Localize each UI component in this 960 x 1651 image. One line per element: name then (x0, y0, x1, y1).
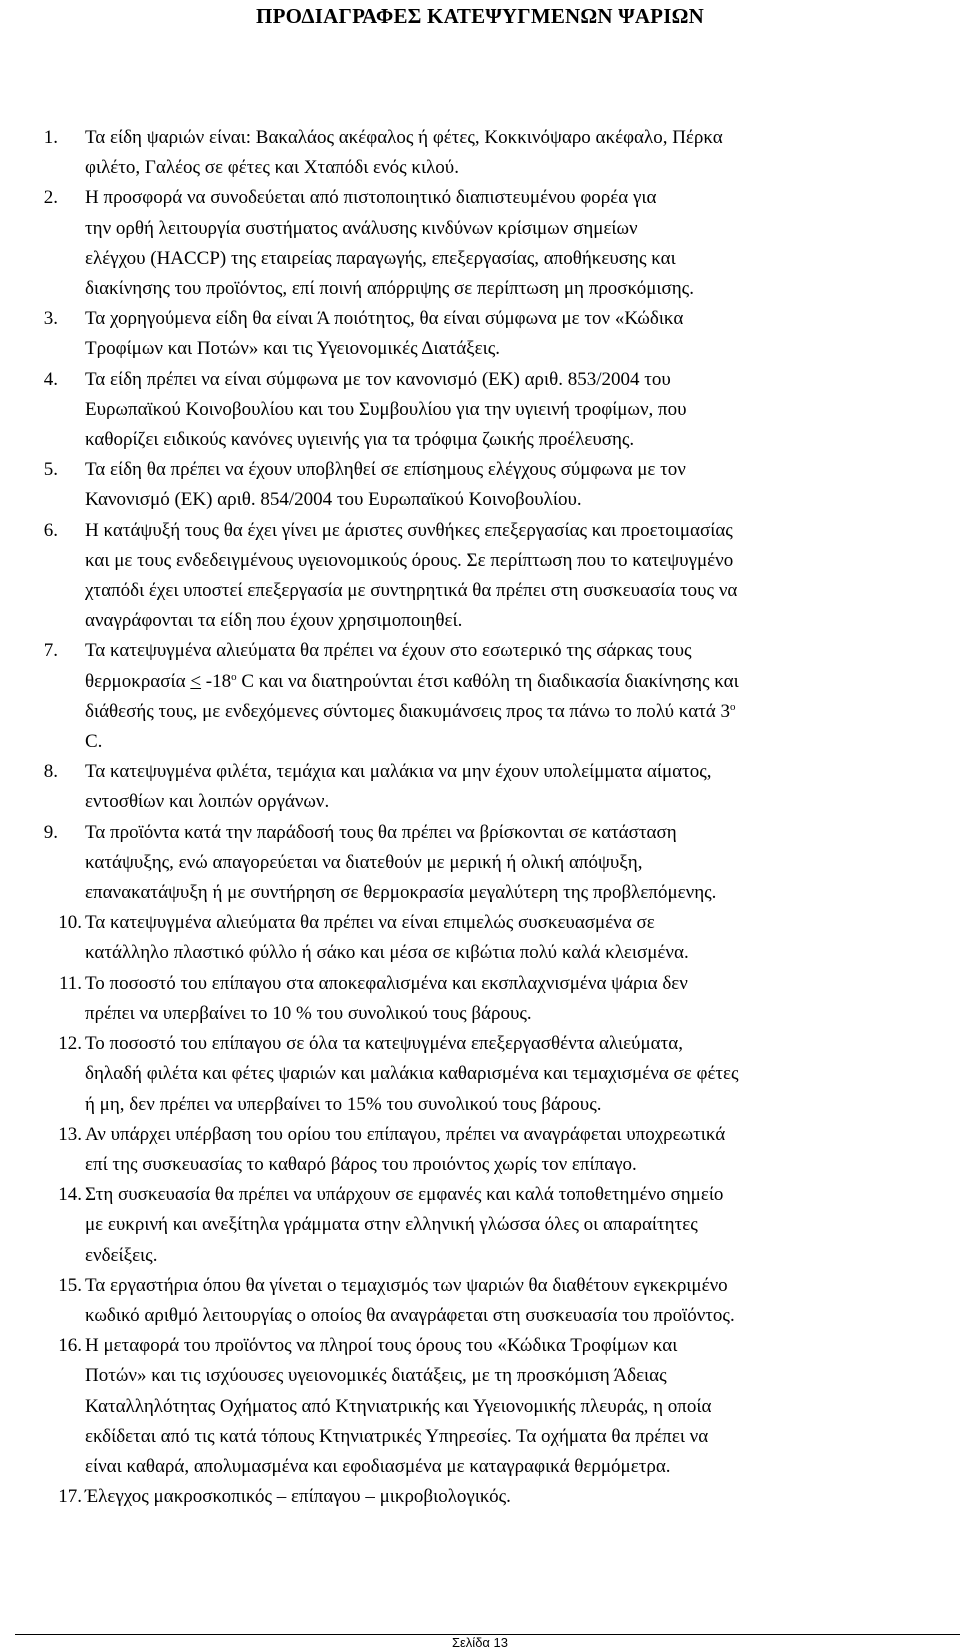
text-line: Κανονισμό (ΕΚ) αριθ. 854/2004 του Ευρωπαϊκού Κοινοβουλίου. (85, 489, 582, 511)
text-line: Η κατάψυξή τους θα έχει γίνει με άριστες συνθήκες επεξεργασίας και προετοιμασίας (85, 519, 733, 541)
text-line: C. (85, 731, 103, 753)
text-line: επί της συσκευασίας το καθαρό βάρος του προιόντος χωρίς τον επίπαγο. (85, 1153, 637, 1175)
list-item (30, 304, 960, 364)
text-line: χταπόδι έχει υποστεί επεξεργασία με συντηρητικά θα πρέπει στη συσκευασία τους να (85, 580, 738, 602)
text-line: Τα είδη ψαριών είναι: Βακαλάος ακέφαλος ή φέτες, Κοκκινόψαρο ακέφαλο, Πέρκα (85, 127, 723, 148)
item-text (85, 304, 960, 364)
item-number: 3. (43, 308, 58, 330)
item-text (85, 1029, 960, 1120)
text-line: φιλέτο, Γαλέος σε φέτες και Χταπόδι ενός κιλού. (85, 157, 459, 179)
list-item (30, 123, 960, 183)
item-text (85, 1120, 960, 1180)
item-text (85, 969, 960, 1029)
item-text (85, 455, 960, 515)
text-line: την ορθή λειτουργία συστήματος ανάλυσης κινδύνων κρίσιμων σημείων (85, 217, 638, 239)
item-text (85, 1331, 960, 1482)
text-line: Η μεταφορά του προϊόντος να πληροί τους όρους του «Κώδικα Τροφίμων και (85, 1335, 678, 1357)
item-text (85, 1180, 960, 1271)
list-item (30, 1482, 960, 1512)
text-line: Τα κατεψυγμένα φιλέτα, τεμάχια και μαλάκια να μην έχουν υπολείμματα αίματος, (85, 761, 712, 783)
item-number: 17. (58, 1486, 82, 1508)
list-item (30, 455, 960, 515)
item-number: 11. (58, 972, 82, 994)
text-line: επανακατάψυξη ή με συντήρηση σε θερμοκρασία μεγαλύτερη της προβλεπόμενης. (85, 882, 717, 904)
specifications-list (30, 123, 960, 1512)
list-item (30, 183, 960, 304)
text-line: διακίνησης του προϊόντος, επί ποινή απόρριψης σε περίπτωση μη προσκόμισης. (85, 278, 694, 300)
degree-superscript: ο (231, 670, 237, 683)
text-line (85, 667, 960, 697)
item-number: 4. (43, 368, 58, 390)
item-number: 12. (58, 1033, 82, 1055)
item-number: 2. (43, 187, 58, 209)
item-text (85, 183, 960, 304)
text-line: Έλεγχος μακροσκοπικός – επίπαγου – μικροβιολογικός. (85, 1486, 511, 1508)
text-line: πρέπει να υπερβαίνει το 10 % του συνολικού τους βάρους. (85, 1002, 532, 1024)
list-item (30, 757, 960, 817)
text-fragment: C και να διατηρούνται έτσι καθόλη τη διαδικασία διακίνησης και (236, 670, 739, 692)
text-line: Ευρωπαϊκού Κοινοβουλίου και του Συμβουλίου για την υγιεινή τροφίμων, που (85, 398, 687, 420)
list-item (30, 969, 960, 1029)
text-line: Αν υπάρχει υπέρβαση του ορίου του επίπαγου, πρέπει να αναγράφεται υποχρεωτικά (85, 1123, 726, 1145)
text-line: κατάψυξης, ενώ απαγορεύεται να διατεθούν με μερική ή ολική απόψυξη, (85, 851, 643, 873)
item-number: 16. (58, 1335, 82, 1357)
item-text (85, 818, 960, 909)
item-number: 1. (43, 127, 58, 148)
item-text (85, 365, 960, 456)
text-line: Το ποσοστό του επίπαγου στα αποκεφαλισμένα και εκσπλαχνισμένα ψάρια δεν (85, 972, 688, 994)
item-text (85, 123, 960, 183)
text-line: Το ποσοστό του επίπαγου σε όλα τα κατεψυγμένα επεξεργασθέντα αλιεύματα, (85, 1033, 683, 1055)
text-line: ή μη, δεν πρέπει να υπερβαίνει το 15% του συνολικού τους βάρους. (85, 1093, 602, 1115)
text-line: με ευκρινή και ανεξίτηλα γράμματα στην ελληνική γλώσσα όλες οι απαραίτητες (85, 1214, 698, 1236)
text-line: κατάλληλο πλαστικό φύλλο ή σάκο και μέσα σε κιβώτια πολύ καλά κλεισμένα. (85, 942, 689, 964)
text-line: Τα εργαστήρια όπου θα γίνεται ο τεμαχισμός των ψαριών θα διαθέτουν εγκεκριμένο (85, 1274, 728, 1296)
text-line (85, 697, 960, 727)
item-number: 14. (58, 1184, 82, 1206)
text-line: ενδείξεις. (85, 1244, 158, 1266)
item-text (85, 1271, 960, 1331)
text-line: Ποτών» και τις ισχύουσες υγειονομικές διατάξεις, με τη προσκόμιση Άδειας (85, 1365, 667, 1387)
list-item (30, 365, 960, 456)
text-fragment: θερμοκρασία (85, 670, 191, 692)
text-line: εκδίδεται από τις κατά τόπους Κτηνιατρικές Υπηρεσίες. Τα οχήματα θα πρέπει να (85, 1425, 709, 1447)
list-item (30, 1120, 960, 1180)
text-line: και με τους ενδεδειγμένους υγειονομικούς όρους. Σε περίπτωση που το κατεψυγμένο (85, 549, 734, 571)
text-line: Τροφίμων και Ποτών» και τις Υγειονομικές Διατάξεις. (85, 338, 501, 360)
item-number: 13. (58, 1123, 82, 1145)
item-text (85, 908, 960, 968)
item-number: 8. (43, 761, 58, 783)
text-fragment: -18 (201, 670, 232, 692)
text-line: καθορίζει ειδικούς κανόνες υγιεινής για τα τρόφιμα ζωικής προέλευσης. (85, 429, 635, 451)
list-item (30, 516, 960, 637)
item-text (85, 636, 960, 757)
text-line: είναι καθαρά, απολυμασμένα και εφοδιασμένα με καταγραφικά θερμόμετρα. (85, 1455, 671, 1477)
page-number: Σελίδα 13 (451, 1635, 509, 1650)
text-line: αναγράφονται τα είδη που έχουν χρησιμοποιηθεί. (85, 610, 463, 632)
text-line: Τα κατεψυγμένα αλιεύματα θα πρέπει να είναι επιμελώς συσκευασμένα σε (85, 912, 655, 934)
list-item (30, 818, 960, 909)
text-line: Η προσφορά να συνοδεύεται από πιστοποιητικό διαπιστευμένου φορέα για (85, 187, 657, 209)
text-line: Τα είδη θα πρέπει να έχουν υποβληθεί σε επίσημους ελέγχους σύμφωνα με τον (85, 459, 686, 481)
text-line: κωδικό αριθμό λειτουργίας ο οποίος θα αναγράφεται στη συσκευασία του προϊόντος. (85, 1304, 735, 1326)
list-item (30, 1029, 960, 1120)
text-line: Στη συσκευασία θα πρέπει να υπάρχουν σε εμφανές και καλά τοποθετημένο σημείο (85, 1184, 724, 1206)
item-number: 9. (43, 821, 58, 843)
less-than-or-equal-sign: < (190, 670, 202, 692)
text-line: Τα προϊόντα κατά την παράδοσή τους θα πρέπει να βρίσκονται σε κατάσταση (85, 821, 677, 843)
text-line: ελέγχου (HACCP) της εταιρείας παραγωγής, επεξεργασίας, αποθήκευσης και (85, 247, 676, 269)
list-item (30, 908, 960, 968)
list-item (30, 1271, 960, 1331)
item-number: 10. (58, 912, 82, 934)
text-line: εντοσθίων και λοιπών οργάνων. (85, 791, 330, 813)
text-line: Τα είδη πρέπει να είναι σύμφωνα με τον κανονισμό (ΕΚ) αριθ. 853/2004 του (85, 368, 671, 390)
text-line: δηλαδή φιλέτα και φέτες ψαριών και μαλάκια καθαρισμένα και τεμαχισμένα σε φέτες (85, 1063, 739, 1085)
list-item (30, 1180, 960, 1271)
text-line: Καταλληλότητας Οχήματος από Κτηνιατρικής και Υγειονομικής πλευράς, η οποία (85, 1395, 712, 1417)
degree-superscript: ο (730, 700, 736, 713)
text-line: Τα κατεψυγμένα αλιεύματα θα πρέπει να έχουν στο εσωτερικό της σάρκας τους (85, 640, 692, 662)
item-number: 5. (43, 459, 58, 481)
list-item (30, 636, 960, 757)
document-title: ΠΡΟΔΙΑΓΡΑΦΕΣ ΚΑΤΕΨΥΓΜΕΝΩΝ ΨΑΡΙΩΝ (256, 4, 704, 28)
item-number: 15. (58, 1274, 82, 1296)
text-fragment: διάθεσής τους, με ενδεχόμενες σύντομες διακυμάνσεις προς τα πάνω το πολύ κατά 3 (85, 700, 730, 722)
text-line: Τα χορηγούμενα είδη θα είναι Ά ποιότητος, θα είναι σύμφωνα με τον «Κώδικα (85, 308, 684, 330)
item-text (85, 757, 960, 817)
item-number: 7. (43, 640, 58, 662)
item-text (85, 1482, 960, 1512)
item-number: 6. (43, 519, 58, 541)
item-text (85, 516, 960, 637)
list-item (30, 1331, 960, 1482)
